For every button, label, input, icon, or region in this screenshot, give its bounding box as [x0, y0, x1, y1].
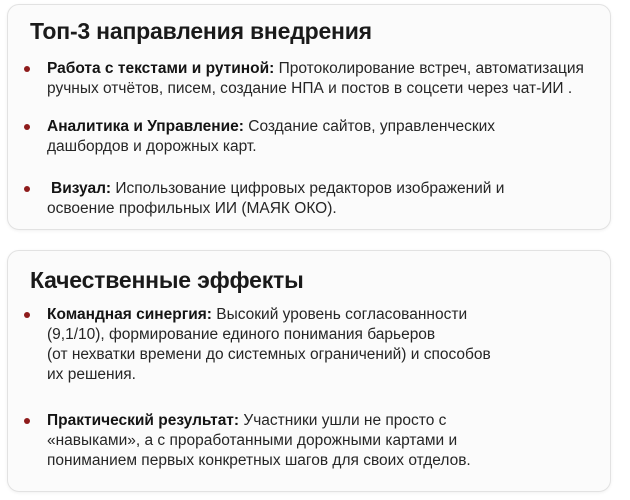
list-item: [24, 305, 604, 385]
item-text-line: «навыками», а с проработанными дорожными картами и: [47, 432, 458, 449]
item-text-line: ручных отчётов, писем, создание НПА и постов в соцсети через чат-ИИ .: [47, 80, 573, 97]
effects-card: [7, 250, 611, 492]
list-item-text: [24, 305, 604, 385]
item-label: Работа с текстами и рутиной:: [47, 60, 275, 77]
item-text-line: пониманием первых конкретных шагов для своих отделов.: [47, 452, 471, 469]
list-item: [24, 411, 604, 471]
bullet-dot-icon: [24, 66, 30, 72]
bullet-dot-icon: [24, 418, 30, 424]
list-item-text: [24, 59, 604, 99]
list-item: [24, 59, 604, 99]
bullet-dot-icon: [24, 312, 30, 318]
item-label: Аналитика и Управление:: [47, 118, 244, 135]
item-label: Командная синергия:: [47, 306, 212, 323]
item-text-line: Создание сайтов, управленческих: [243, 118, 496, 135]
item-text-line: дашбордов и дорожных карт.: [47, 138, 257, 155]
item-text-line: Участники ушли не просто с: [239, 412, 447, 429]
list-item-text: [24, 179, 604, 219]
item-text-line: (от нехватки времени до системных ограничений) и способов: [47, 346, 491, 363]
item-text-line: их решения.: [47, 366, 136, 383]
bullet-dot-icon: [24, 124, 30, 130]
item-text-line: Использование цифровых редакторов изображений и: [111, 180, 505, 197]
item-label: Практический результат:: [47, 412, 240, 429]
item-label: Визуал:: [51, 180, 112, 197]
item-text-line: освоение профильных ИИ (МАЯК ОКО).: [47, 200, 337, 217]
list-item-text: [24, 117, 604, 157]
item-text-line: (9,1/10), формирование единого понимания барьеров: [47, 326, 436, 343]
directions-card: [7, 4, 611, 230]
section-title: Качественные эффекты: [30, 267, 304, 293]
item-text-line: Протоколирование встреч, автоматизация: [274, 60, 584, 77]
list-item-text: [24, 411, 604, 471]
bullet-dot-icon: [24, 186, 30, 192]
item-text-line: Высокий уровень согласованности: [211, 306, 468, 323]
list-item: [24, 179, 604, 219]
list-item: [24, 117, 604, 157]
section-title: Топ-3 направления внедрения: [30, 18, 372, 44]
